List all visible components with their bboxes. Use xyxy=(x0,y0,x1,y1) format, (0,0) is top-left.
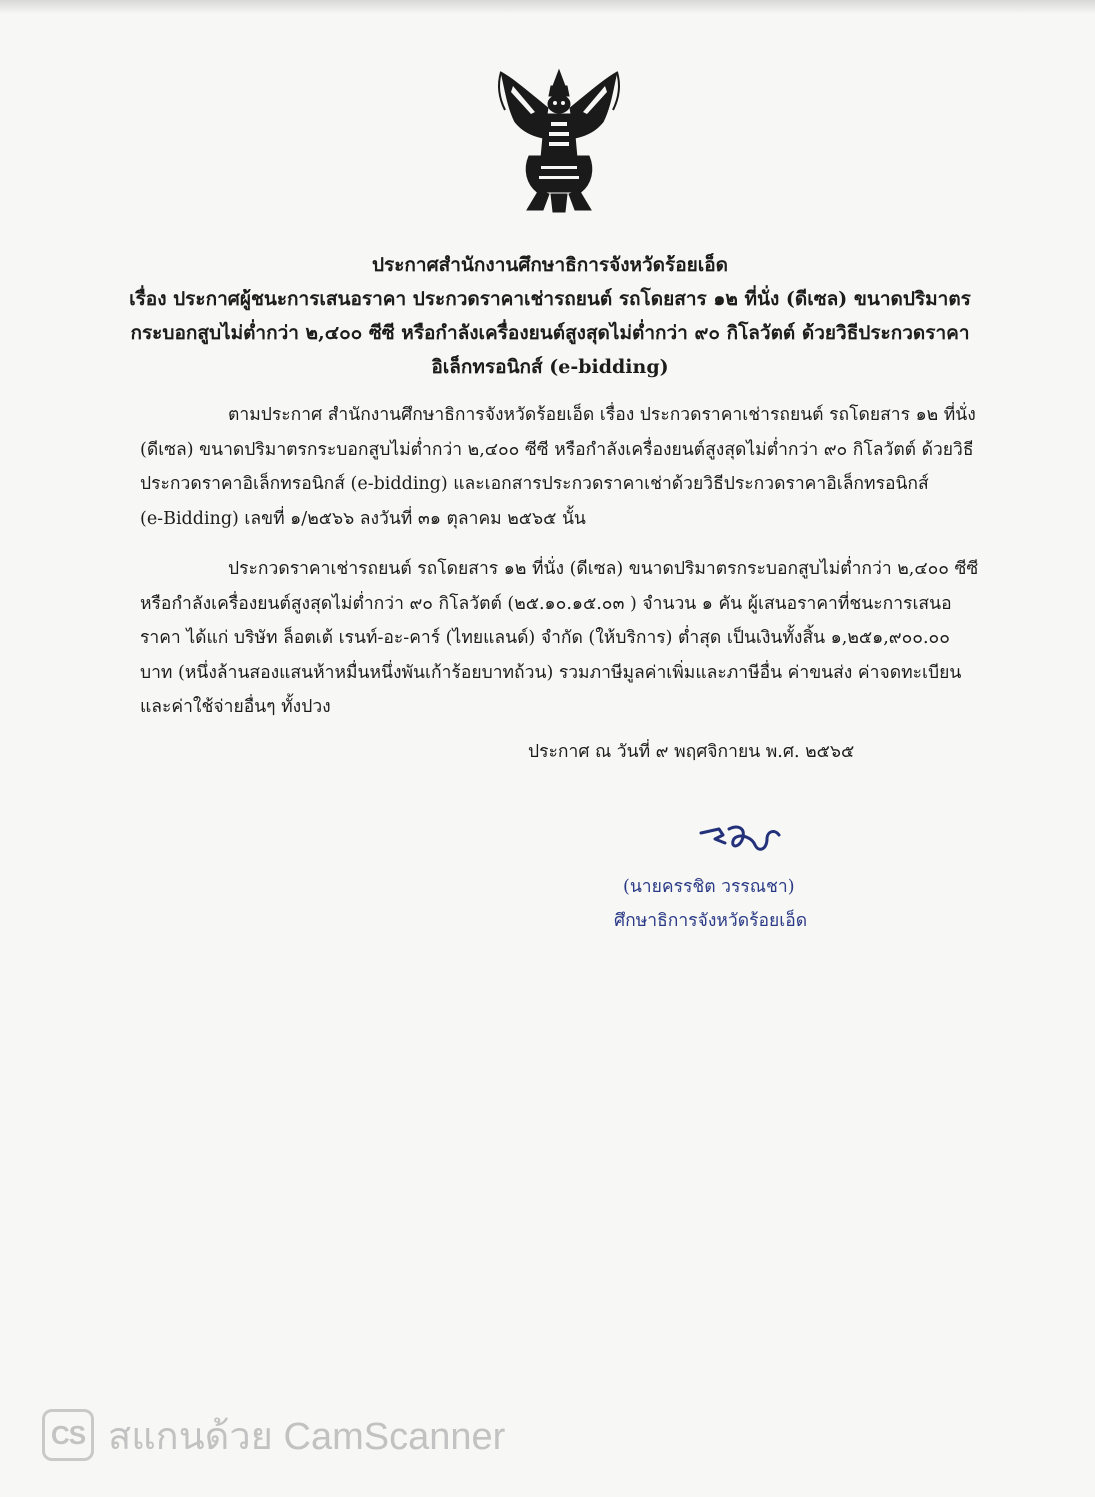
paragraph-line: ประกวดราคาเช่ารถยนต์ รถโดยสาร ๑๒ ที่นั่ง (ดีเซล) ขนาดปริมาตรกระบอกสูบไม่ต่ำกว่า ๒,๔๐๐ ซีซี xyxy=(228,559,979,579)
paragraph-line: ประกวดราคาอิเล็กทรอนิกส์ (e-bidding) และเอกสารประกวดราคาเช่าด้วยวิธีประกวดราคาอิเล็กทรอนิกส์ xyxy=(140,474,929,494)
camscanner-watermark xyxy=(42,1404,505,1466)
paragraph-line: บาท (หนึ่งล้านสองแสนห้าหมื่นหนึ่งพันเก้าร้อยบาทถ้วน) รวมภาษีมูลค่าเพิ่มและภาษีอื่น ค่าขนส่ง ค่าจดทะเบียน xyxy=(140,662,962,683)
watermark-text: สแกนด้วย CamScanner xyxy=(108,1415,506,1458)
handwritten-signature xyxy=(695,815,783,861)
heading-line: อิเล็กทรอนิกส์ (e-bidding) xyxy=(431,356,669,378)
signer-name: (นายครรชิต วรรณชา) xyxy=(623,877,795,897)
paragraph-line: หรือกำลังเครื่องยนต์สูงสุดไม่ต่ำกว่า ๙๐ กิโลวัตต์ (๒๕.๑๐.๑๕.๐๓ ) จำนวน ๑ คัน ผู้เสนอราคาที่ชนะการเสนอ xyxy=(140,593,952,614)
document-heading xyxy=(110,248,990,384)
paragraph-announcement-reference xyxy=(140,398,976,536)
paragraph-line: ตามประกาศ สำนักงานศึกษาธิการจังหวัดร้อยเอ็ด เรื่อง ประกวดราคาเช่ารถยนต์ รถโดยสาร ๑๒ ที่นั่ง xyxy=(228,405,976,425)
garuda-emblem-icon xyxy=(493,66,625,214)
announcement-date: ประกาศ ณ วันที่ ๙ พฤศจิกายน พ.ศ. ๒๕๖๕ xyxy=(528,742,855,762)
paragraph-line: ราคา ได้แก่ บริษัท ล็อตเต้ เรนท์-อะ-คาร์ (ไทยแลนด์) จำกัด (ให้บริการ) ต่ำสุด เป็นเงินทั้งสิ้น ๑,๒๕๑,๙๐๐.๐๐ xyxy=(140,628,950,648)
heading-line: เรื่อง ประกาศผู้ชนะการเสนอราคา ประกวดราคาเช่ารถยนต์ รถโดยสาร ๑๒ ที่นั่ง (ดีเซล) ขนาดปริมาตร xyxy=(129,288,971,310)
paragraph-line: (e-Bidding) เลขที่ ๑/๒๕๖๖ ลงวันที่ ๓๑ ตุลาคม ๒๕๖๕ นั้น xyxy=(140,508,586,529)
camscanner-logo-icon: CS xyxy=(42,1409,94,1461)
heading-line: ประกาศสำนักงานศึกษาธิการจังหวัดร้อยเอ็ด xyxy=(371,254,729,276)
signer-position: ศึกษาธิการจังหวัดร้อยเอ็ด xyxy=(614,911,808,931)
paragraph-winner-details xyxy=(140,552,978,725)
paragraph-line: และค่าใช้จ่ายอื่นๆ ทั้งปวง xyxy=(140,697,331,717)
heading-line: กระบอกสูบไม่ต่ำกว่า ๒,๔๐๐ ซีซี หรือกำลังเครื่องยนต์สูงสุดไม่ต่ำกว่า ๙๐ กิโลวัตต์ ด้วยวิธีประกวดราคา xyxy=(130,322,970,344)
scan-top-edge xyxy=(0,0,1095,14)
paragraph-line: (ดีเซล) ขนาดปริมาตรกระบอกสูบไม่ต่ำกว่า ๒,๔๐๐ ซีซี หรือกำลังเครื่องยนต์สูงสุดไม่ต่ำกว่า ๙๐ กิโลวัตต์ ด้วยวิธี xyxy=(140,439,974,460)
